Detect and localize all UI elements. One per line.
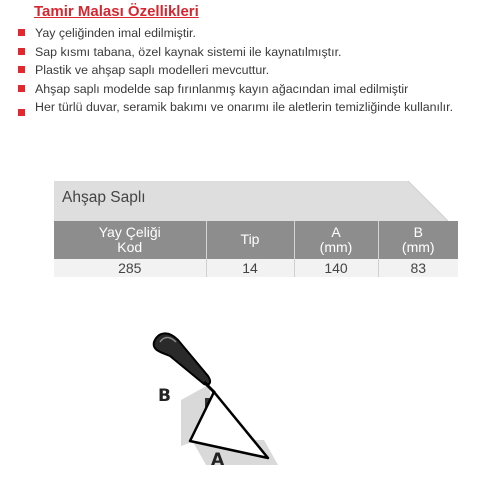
red-square-bullet-icon: [18, 85, 25, 92]
cell-b: 83: [378, 259, 458, 277]
features-list: [18, 25, 494, 118]
feature-item: [18, 81, 494, 98]
header-b: B (mm): [378, 221, 458, 259]
feature-text: Sap kısmı tabana, özel kaynak sistemi ile kaynatılmıştır.: [35, 44, 342, 59]
red-square-bullet-icon: [18, 29, 25, 36]
feature-item: [18, 44, 494, 61]
header-a: A (mm): [294, 221, 378, 259]
table-row: [54, 259, 458, 277]
feature-item: [18, 99, 494, 116]
cell-type: 14: [206, 259, 294, 277]
trowel-handle-icon: [154, 333, 210, 384]
feature-text: Plastik ve ahşap saplı modelleri mevcuttur.: [35, 63, 270, 77]
dimension-a-label: A: [211, 450, 225, 470]
feature-item: [18, 62, 494, 79]
red-square-bullet-icon: [18, 66, 25, 73]
features-title: Tamir Malası Özellikleri: [34, 3, 199, 20]
cell-code: 285: [54, 259, 206, 277]
header-code: Yay Çeliği Kod: [54, 221, 206, 259]
feature-text: Her türlü duvar, seramik bakımı ve onarımı ile aletlerin temizliğinde kullanılır.: [35, 100, 454, 114]
cell-a: 140: [294, 259, 378, 277]
feature-text: Ahşap saplı modelde sap fırınlanmış kayın ağacından imal edilmiştir: [35, 81, 409, 96]
spec-table: [54, 221, 458, 277]
spec-table-tab: [54, 181, 484, 221]
red-square-bullet-icon: [18, 109, 25, 116]
feature-item: [18, 25, 494, 42]
spec-table-title: Ahşap Saplı: [62, 189, 146, 206]
feature-text: Yay çeliğinden imal edilmiştir.: [35, 26, 196, 40]
red-square-bullet-icon: [18, 48, 25, 55]
header-type: Tip: [206, 221, 294, 259]
spec-header-row: [54, 221, 458, 259]
dimension-b-label: B: [158, 386, 171, 406]
